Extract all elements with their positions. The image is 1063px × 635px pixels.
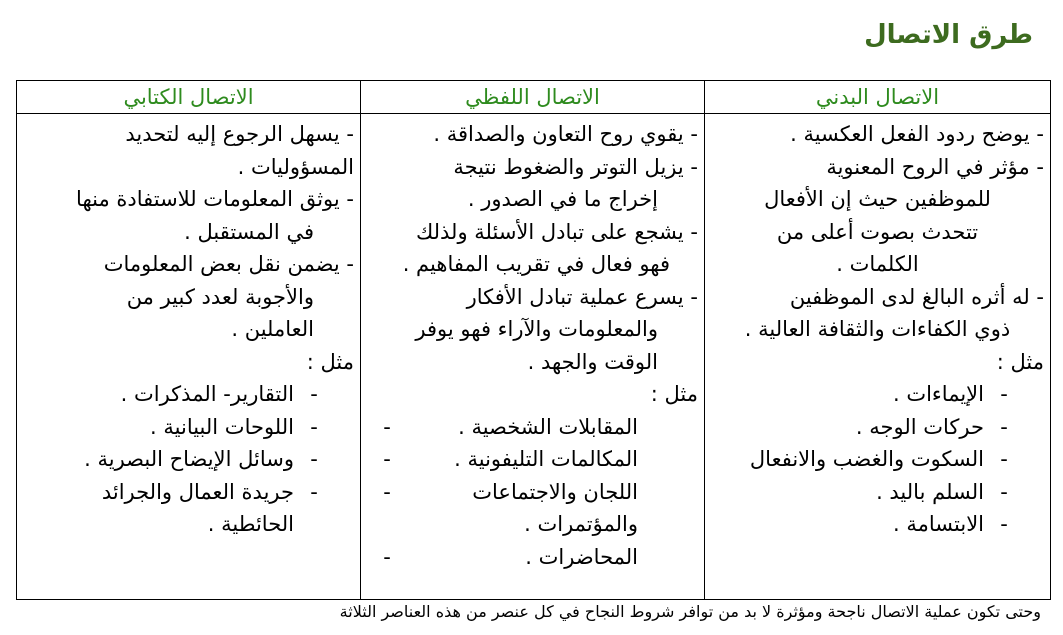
cell-physical: [705, 114, 1051, 600]
header-physical: الاتصال البدني: [705, 81, 1051, 114]
cell-written: [17, 114, 361, 600]
examples-label: مثل :: [306, 349, 354, 374]
point: الكلمات .: [836, 252, 919, 276]
point: ذوي الكفاءات والثقافة العالية .: [744, 317, 1011, 341]
footer-note: وحتى تكون عملية الاتصال ناجحة ومؤثرة لا بد من توافر شروط النجاح في كل عنصر من هذه العناصر الثلاثة: [339, 602, 1041, 621]
example-item: [23, 476, 354, 509]
point: - مؤثر في الروح المعنوية: [826, 154, 1044, 179]
bullet-dash-icon: -: [1000, 479, 1008, 504]
example-text: المحاضرات .: [525, 544, 638, 569]
point: المسؤوليات .: [237, 154, 354, 179]
table-body-row: [17, 114, 1051, 600]
bullet-dash-icon: -: [383, 479, 391, 504]
example-item: [711, 476, 1044, 509]
example-item: [711, 411, 1044, 444]
point: - له أثره البالغ لدى الموظفين: [789, 284, 1044, 309]
example-item: [23, 508, 354, 541]
bullet-dash-icon: -: [310, 414, 318, 439]
example-text: حركات الوجه .: [855, 414, 984, 439]
point: العاملين .: [231, 317, 314, 341]
point: - يوثق المعلومات للاستفادة منها: [76, 187, 354, 211]
example-item: [711, 443, 1044, 476]
bullet-dash-icon: -: [1000, 512, 1008, 536]
example-text: وسائل الإيضاح البصرية .: [84, 447, 294, 471]
example-item: [367, 541, 698, 574]
bullet-dash-icon: -: [1000, 382, 1008, 406]
example-item: [23, 378, 354, 411]
example-item: [367, 508, 698, 541]
page-title: طرق الاتصال: [864, 20, 1033, 50]
example-text: السلم باليد .: [876, 479, 984, 504]
point: والمعلومات والآراء فهو يوفر: [415, 317, 658, 341]
example-text: والمؤتمرات .: [524, 512, 638, 536]
example-text: المكالمات التليفونية .: [454, 447, 638, 471]
example-item: [23, 443, 354, 476]
bullet-dash-icon: -: [310, 382, 318, 406]
point: - يقوي روح التعاون والصداقة .: [433, 122, 698, 146]
bullet-dash-icon: -: [383, 414, 391, 439]
point: - يشجع على تبادل الأسئلة ولذلك: [415, 219, 698, 244]
examples-label: مثل :: [650, 382, 698, 406]
point: الوقت والجهد .: [527, 349, 658, 374]
bullet-dash-icon: -: [310, 447, 318, 471]
header-verbal: الاتصال اللفظي: [361, 81, 705, 114]
point: - يوضح ردود الفعل العكسية .: [790, 122, 1044, 146]
example-item: [23, 411, 354, 444]
bullet-dash-icon: -: [383, 544, 391, 569]
example-text: اللجان والاجتماعات: [472, 479, 638, 504]
point: - يزيل التوتر والضغوط نتيجة: [453, 154, 698, 179]
example-item: [711, 378, 1044, 411]
example-text: التقارير- المذكرات .: [120, 382, 294, 406]
example-text: اللوحات البيانية .: [150, 414, 294, 439]
example-text: الإيماءات .: [892, 382, 984, 406]
bullet-dash-icon: -: [1000, 447, 1008, 471]
header-written: الاتصال الكتابي: [17, 81, 361, 114]
example-text: المقابلات الشخصية .: [458, 414, 638, 439]
example-item: [711, 508, 1044, 541]
point: - يسهل الرجوع إليه لتحديد: [125, 122, 354, 146]
example-text: السكوت والغضب والانفعال: [749, 447, 984, 471]
point: فهو فعال في تقريب المفاهيم .: [402, 252, 670, 276]
point: تتحدث بصوت أعلى من: [776, 219, 979, 244]
example-text: الابتسامة .: [893, 512, 984, 536]
point: في المستقبل .: [184, 219, 314, 244]
bullet-dash-icon: -: [383, 447, 391, 471]
point: - يسرع عملية تبادل الأفكار: [466, 284, 698, 309]
example-item: [367, 443, 698, 476]
point: إخراج ما في الصدور .: [467, 187, 658, 211]
example-text: الحائطية .: [207, 512, 294, 536]
table-header-row: [17, 81, 1051, 114]
communication-methods-table: [16, 80, 1051, 600]
example-item: [367, 411, 698, 444]
example-item: [367, 476, 698, 509]
example-text: جريدة العمال والجرائد: [101, 479, 294, 504]
bullet-dash-icon: -: [1000, 414, 1008, 439]
point: - يضمن نقل بعض المعلومات: [103, 252, 354, 276]
point: والأجوبة لعدد كبير من: [126, 284, 314, 309]
bullet-dash-icon: -: [310, 479, 318, 504]
examples-label: مثل :: [996, 349, 1044, 374]
point: للموظفين حيث إن الأفعال: [764, 187, 991, 211]
cell-verbal: [361, 114, 705, 600]
